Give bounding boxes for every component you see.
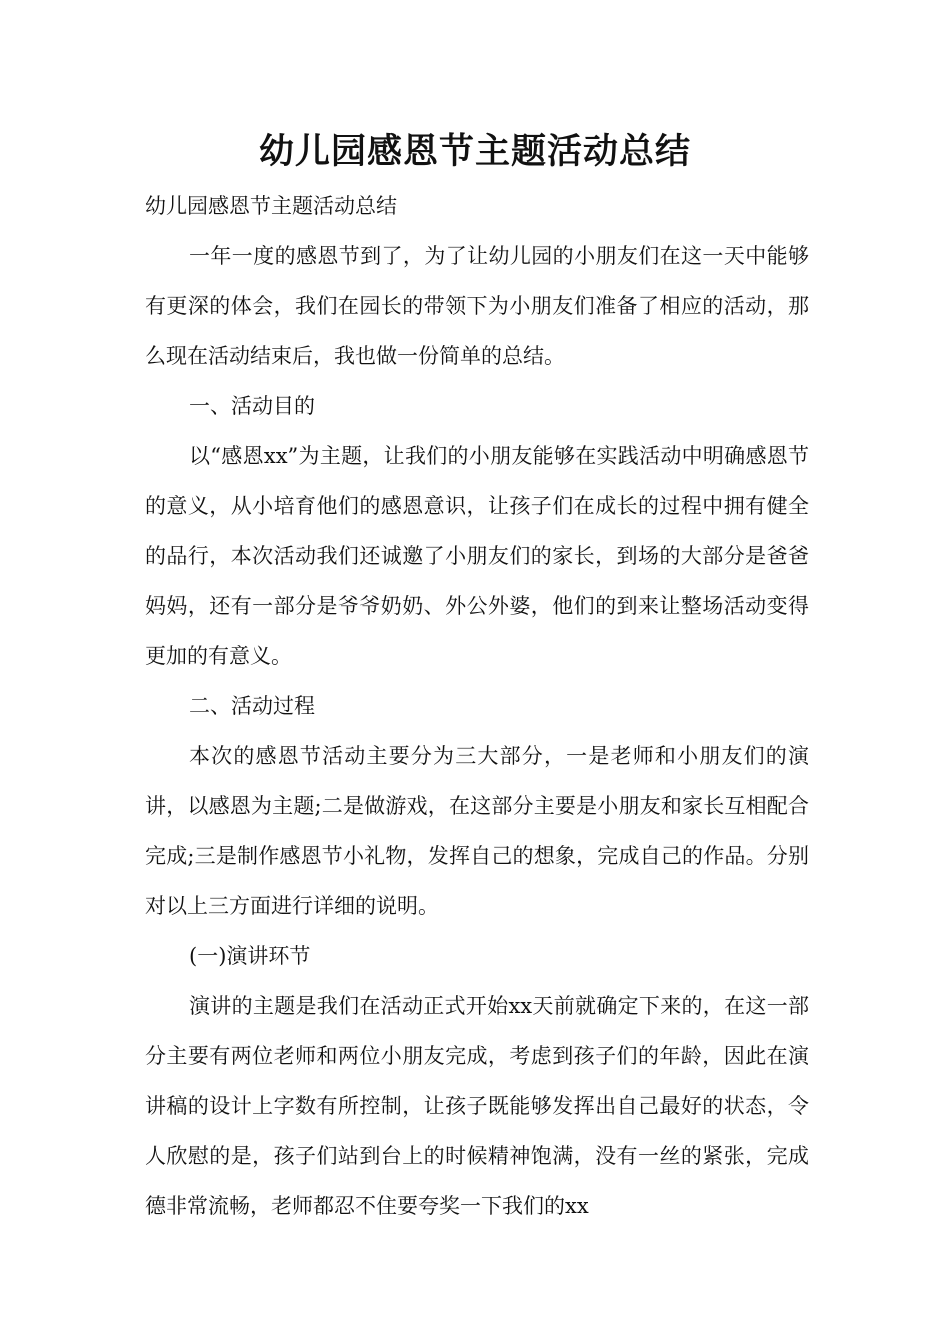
document-title: 幼儿园感恩节主题活动总结 <box>258 132 691 172</box>
intro-paragraph: 一年一度的感恩节到了，为了让幼儿园的小朋友们在这一天中能够有更深的体会，我们在园长的带领下为小朋友们准备了相应的活动，那么现在活动结束后，我也做一份简单的总结。 <box>145 244 809 368</box>
section-heading-purpose: 一、活动目的 <box>189 394 315 418</box>
speech-paragraph: 演讲的主题是我们在活动正式开始xx天前就确定下来的，在这一部分主要有两位老师和两位小朋友完成，考虑到孩子们的年龄，因此在演讲稿的设计上字数有所控制，让孩子既能够发挥出自己最好的状态，令人欣慰的是，孩子们站到台上的时候精神饱满，没有一丝的紧张，完成德非常流畅，老师都忍不住要夸奖一下我们的xx <box>145 994 809 1218</box>
section-heading-process: 二、活动过程 <box>189 694 315 718</box>
subsection-heading-speech: (一)演讲环节 <box>189 944 311 968</box>
document-body <box>145 181 809 1231</box>
process-paragraph: 本次的感恩节活动主要分为三大部分，一是老师和小朋友们的演讲，以感恩为主题;二是做游戏，在这部分主要是小朋友和家长互相配合完成;三是制作感恩节小礼物，发挥自己的想象，完成自己的作品。分别对以上三方面进行详细的说明。 <box>145 744 809 918</box>
subtitle-paragraph: 幼儿园感恩节主题活动总结 <box>145 194 397 218</box>
purpose-paragraph: 以“感恩xx”为主题，让我们的小朋友能够在实践活动中明确感恩节的意义，从小培育他们的感恩意识，让孩子们在成长的过程中拥有健全的品行，本次活动我们还诚邀了小朋友们的家长，到场的大部分是爸爸妈妈，还有一部分是爷爷奶奶、外公外婆，他们的到来让整场活动变得更加的有意义。 <box>145 444 809 668</box>
